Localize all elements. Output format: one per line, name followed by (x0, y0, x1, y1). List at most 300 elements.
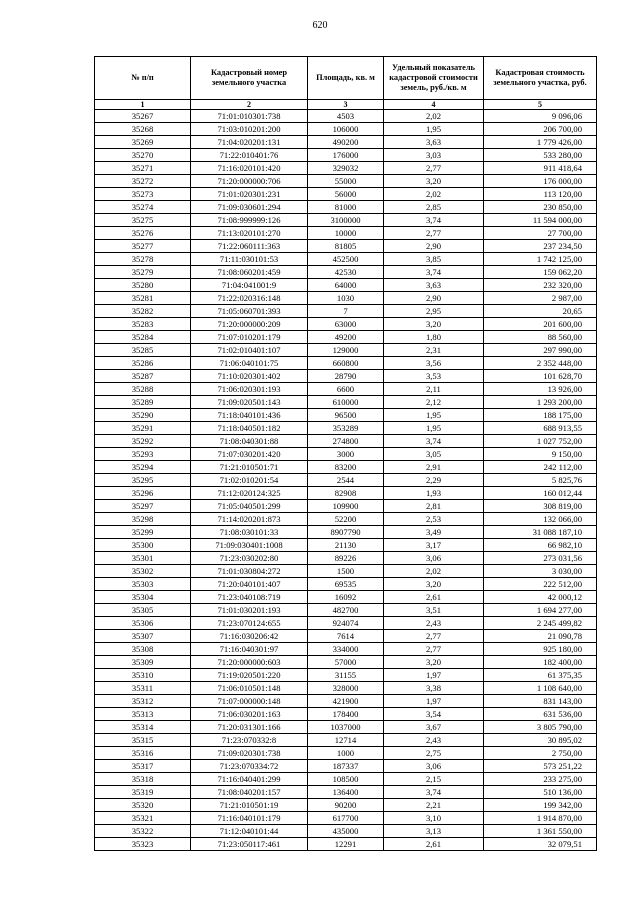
cadastral-value-cell: 308 819,00 (484, 500, 597, 513)
cadastral-value-cell: 1 779 426,00 (484, 136, 597, 149)
table-row (95, 331, 597, 344)
table-row (95, 344, 597, 357)
row-number-cell: 35292 (95, 435, 191, 448)
area-cell: 4503 (308, 110, 384, 123)
row-number-cell: 35280 (95, 279, 191, 292)
cadastral-number-cell: 71:16:040401:299 (191, 773, 308, 786)
specific-value-cell: 2,53 (384, 513, 484, 526)
cadastral-value-cell: 11 594 000,00 (484, 214, 597, 227)
row-number-cell: 35305 (95, 604, 191, 617)
table-row (95, 682, 597, 695)
cadastral-number-cell: 71:12:020124:325 (191, 487, 308, 500)
table-row (95, 708, 597, 721)
area-cell: 21130 (308, 539, 384, 552)
area-cell: 274800 (308, 435, 384, 448)
area-cell: 3000 (308, 448, 384, 461)
area-cell: 57000 (308, 656, 384, 669)
cadastral-value-cell: 925 180,00 (484, 643, 597, 656)
cadastral-number-cell: 71:01:030201:193 (191, 604, 308, 617)
table-row (95, 318, 597, 331)
cadastral-number-cell: 71:08:040301:88 (191, 435, 308, 448)
table-row (95, 370, 597, 383)
cadastral-value-cell: 20,65 (484, 305, 597, 318)
area-cell: 660800 (308, 357, 384, 370)
row-number-cell: 35310 (95, 669, 191, 682)
specific-value-cell: 3,56 (384, 357, 484, 370)
cadastral-number-cell: 71:06:040101:75 (191, 357, 308, 370)
specific-value-cell: 2,61 (384, 838, 484, 851)
area-cell: 328000 (308, 682, 384, 695)
specific-value-cell: 3,49 (384, 526, 484, 539)
row-number-cell: 35312 (95, 695, 191, 708)
header-row-number: № п/п (95, 57, 191, 100)
cadastral-value-cell: 31 088 187,10 (484, 526, 597, 539)
table-row (95, 357, 597, 370)
table-row (95, 656, 597, 669)
area-cell: 96500 (308, 409, 384, 422)
cadastral-value-cell: 132 066,00 (484, 513, 597, 526)
specific-value-cell: 3,74 (384, 266, 484, 279)
row-number-cell: 35290 (95, 409, 191, 422)
area-cell: 64000 (308, 279, 384, 292)
cadastral-number-cell: 71:23:050117:461 (191, 838, 308, 851)
cadastral-value-cell: 2 750,00 (484, 747, 597, 760)
cadastral-value-cell: 5 825,76 (484, 474, 597, 487)
cadastral-number-cell: 71:08:040201:157 (191, 786, 308, 799)
row-number-cell: 35271 (95, 162, 191, 175)
row-number-cell: 35274 (95, 201, 191, 214)
area-cell: 6600 (308, 383, 384, 396)
cadastral-value-cell: 206 700,00 (484, 123, 597, 136)
area-cell: 31155 (308, 669, 384, 682)
row-number-cell: 35268 (95, 123, 191, 136)
table-row (95, 149, 597, 162)
table-row (95, 552, 597, 565)
cadastral-number-cell: 71:14:020201:873 (191, 513, 308, 526)
cadastral-number-cell: 71:10:020301:402 (191, 370, 308, 383)
row-number-cell: 35281 (95, 292, 191, 305)
area-cell: 1000 (308, 747, 384, 760)
cadastral-number-cell: 71:01:010301:738 (191, 110, 308, 123)
specific-value-cell: 2,77 (384, 630, 484, 643)
area-cell: 3100000 (308, 214, 384, 227)
cadastral-number-cell: 71:21:010501:19 (191, 799, 308, 812)
table-row (95, 305, 597, 318)
row-number-cell: 35297 (95, 500, 191, 513)
cadastral-value-cell: 1 742 125,00 (484, 253, 597, 266)
cadastral-number-cell: 71:22:010401:76 (191, 149, 308, 162)
row-number-cell: 35323 (95, 838, 191, 851)
row-number-cell: 35279 (95, 266, 191, 279)
table-row (95, 526, 597, 539)
area-cell: 2544 (308, 474, 384, 487)
table-row (95, 422, 597, 435)
table-row (95, 409, 597, 422)
header-area: Площадь, кв. м (308, 57, 384, 100)
area-cell: 129000 (308, 344, 384, 357)
row-number-cell: 35295 (95, 474, 191, 487)
row-number-cell: 35304 (95, 591, 191, 604)
cadastral-value-cell: 30 895,02 (484, 734, 597, 747)
cadastral-number-cell: 71:01:020301:231 (191, 188, 308, 201)
row-number-cell: 35289 (95, 396, 191, 409)
cadastral-value-cell: 230 850,00 (484, 201, 597, 214)
cadastral-value-cell: 3 030,00 (484, 565, 597, 578)
specific-value-cell: 3,05 (384, 448, 484, 461)
row-number-cell: 35294 (95, 461, 191, 474)
specific-value-cell: 3,74 (384, 214, 484, 227)
row-number-cell: 35311 (95, 682, 191, 695)
row-number-cell: 35319 (95, 786, 191, 799)
table-row (95, 513, 597, 526)
cadastral-value-cell: 9 150,00 (484, 448, 597, 461)
specific-value-cell: 3,20 (384, 656, 484, 669)
cadastral-number-cell: 71:02:010401:107 (191, 344, 308, 357)
specific-value-cell: 1,97 (384, 669, 484, 682)
cadastral-number-cell: 71:16:020101:420 (191, 162, 308, 175)
cadastral-number-cell: 71:03:010201:200 (191, 123, 308, 136)
row-number-cell: 35307 (95, 630, 191, 643)
specific-value-cell: 1,80 (384, 331, 484, 344)
specific-value-cell: 2,77 (384, 162, 484, 175)
row-number-cell: 35314 (95, 721, 191, 734)
area-cell: 12714 (308, 734, 384, 747)
table-row (95, 617, 597, 630)
cadastral-number-cell: 71:09:030401:1008 (191, 539, 308, 552)
area-cell: 421900 (308, 695, 384, 708)
table-row (95, 448, 597, 461)
specific-value-cell: 2,15 (384, 773, 484, 786)
row-number-cell: 35282 (95, 305, 191, 318)
row-number-cell: 35267 (95, 110, 191, 123)
row-number-cell: 35291 (95, 422, 191, 435)
cadastral-number-cell: 71:23:040108:719 (191, 591, 308, 604)
table-row (95, 799, 597, 812)
row-number-cell: 35270 (95, 149, 191, 162)
area-cell: 1030 (308, 292, 384, 305)
area-cell: 482700 (308, 604, 384, 617)
cadastral-value-cell: 1 914 870,00 (484, 812, 597, 825)
table-row (95, 539, 597, 552)
area-cell: 49200 (308, 331, 384, 344)
row-number-cell: 35277 (95, 240, 191, 253)
table-row (95, 292, 597, 305)
table-row (95, 201, 597, 214)
table-row (95, 396, 597, 409)
cadastral-number-cell: 71:23:070334:72 (191, 760, 308, 773)
specific-value-cell: 3,74 (384, 435, 484, 448)
specific-value-cell: 2,77 (384, 643, 484, 656)
row-number-cell: 35296 (95, 487, 191, 500)
table-row (95, 604, 597, 617)
specific-value-cell: 3,20 (384, 175, 484, 188)
table-row (95, 435, 597, 448)
cadastral-value-cell: 101 628,70 (484, 370, 597, 383)
cadastral-value-cell: 32 079,51 (484, 838, 597, 851)
header-cadastral-value: Кадастровая стоимость земельного участка, руб. (484, 57, 597, 100)
area-cell: 176000 (308, 149, 384, 162)
cadastral-value-cell: 233 275,00 (484, 773, 597, 786)
row-number-cell: 35298 (95, 513, 191, 526)
table-row (95, 123, 597, 136)
column-number: 4 (384, 100, 484, 110)
row-number-cell: 35269 (95, 136, 191, 149)
cadastral-value-cell: 273 031,56 (484, 552, 597, 565)
area-cell: 1037000 (308, 721, 384, 734)
cadastral-value-cell: 2 245 499,82 (484, 617, 597, 630)
cadastral-number-cell: 71:16:030206:42 (191, 630, 308, 643)
cadastral-value-cell: 160 012,44 (484, 487, 597, 500)
area-cell: 7614 (308, 630, 384, 643)
cadastral-value-cell: 9 096,06 (484, 110, 597, 123)
cadastral-value-cell: 21 090,78 (484, 630, 597, 643)
cadastral-value-cell: 573 251,22 (484, 760, 597, 773)
area-cell: 334000 (308, 643, 384, 656)
table-row (95, 383, 597, 396)
cadastral-number-cell: 71:09:020301:738 (191, 747, 308, 760)
table-row (95, 136, 597, 149)
table-row (95, 812, 597, 825)
cadastral-number-cell: 71:16:040101:179 (191, 812, 308, 825)
cadastral-value-cell: 1 694 277,00 (484, 604, 597, 617)
cadastral-number-cell: 71:06:030201:163 (191, 708, 308, 721)
area-cell: 353289 (308, 422, 384, 435)
table-row (95, 474, 597, 487)
cadastral-value-cell: 1 108 640,00 (484, 682, 597, 695)
cadastral-value-cell: 631 536,00 (484, 708, 597, 721)
area-cell: 8907790 (308, 526, 384, 539)
cadastral-number-cell: 71:06:010501:148 (191, 682, 308, 695)
cadastral-number-cell: 71:09:030601:294 (191, 201, 308, 214)
row-number-cell: 35322 (95, 825, 191, 838)
column-number: 2 (191, 100, 308, 110)
specific-value-cell: 3,10 (384, 812, 484, 825)
cadastral-value-cell: 176 000,00 (484, 175, 597, 188)
specific-value-cell: 3,17 (384, 539, 484, 552)
cadastral-number-cell: 71:23:070124:655 (191, 617, 308, 630)
table-row (95, 643, 597, 656)
cadastral-value-cell: 510 136,00 (484, 786, 597, 799)
row-number-cell: 35320 (95, 799, 191, 812)
cadastral-value-cell: 242 112,00 (484, 461, 597, 474)
column-number: 1 (95, 100, 191, 110)
header-cadastral-number: Кадастровый номер земельного участка (191, 57, 308, 100)
specific-value-cell: 2,61 (384, 591, 484, 604)
row-number-cell: 35318 (95, 773, 191, 786)
row-number-cell: 35321 (95, 812, 191, 825)
area-cell: 55000 (308, 175, 384, 188)
specific-value-cell: 2,90 (384, 240, 484, 253)
area-cell: 16092 (308, 591, 384, 604)
table-row (95, 591, 597, 604)
cadastral-value-cell: 2 987,00 (484, 292, 597, 305)
area-cell: 106000 (308, 123, 384, 136)
cadastral-number-cell: 71:05:060701:393 (191, 305, 308, 318)
cadastral-number-cell: 71:07:010201:179 (191, 331, 308, 344)
specific-value-cell: 2,43 (384, 617, 484, 630)
table-row (95, 500, 597, 513)
cadastral-value-cell: 911 418,64 (484, 162, 597, 175)
specific-value-cell: 2,85 (384, 201, 484, 214)
cadastral-number-cell: 71:01:030804:272 (191, 565, 308, 578)
area-cell: 28790 (308, 370, 384, 383)
row-number-cell: 35285 (95, 344, 191, 357)
cadastral-value-cell: 1 361 550,00 (484, 825, 597, 838)
specific-value-cell: 3,03 (384, 149, 484, 162)
cadastral-value-cell: 533 280,00 (484, 149, 597, 162)
specific-value-cell: 1,93 (384, 487, 484, 500)
header-specific-value: Удельный показатель кадастровой стоимости земель, руб./кв. м (384, 57, 484, 100)
cadastral-value-cell: 88 560,00 (484, 331, 597, 344)
specific-value-cell: 3,06 (384, 760, 484, 773)
specific-value-cell: 2,90 (384, 292, 484, 305)
table-header-row (95, 57, 597, 100)
cadastral-number-cell: 71:12:040101:44 (191, 825, 308, 838)
row-number-cell: 35276 (95, 227, 191, 240)
specific-value-cell: 1,97 (384, 695, 484, 708)
column-number: 3 (308, 100, 384, 110)
specific-value-cell: 2,91 (384, 461, 484, 474)
table-row (95, 266, 597, 279)
table-row (95, 253, 597, 266)
area-cell: 187337 (308, 760, 384, 773)
area-cell: 452500 (308, 253, 384, 266)
row-number-cell: 35272 (95, 175, 191, 188)
row-number-cell: 35293 (95, 448, 191, 461)
specific-value-cell: 2,29 (384, 474, 484, 487)
area-cell: 109900 (308, 500, 384, 513)
cadastral-number-cell: 71:22:060111:363 (191, 240, 308, 253)
cadastral-value-cell: 13 926,00 (484, 383, 597, 396)
specific-value-cell: 3,38 (384, 682, 484, 695)
row-number-cell: 35275 (95, 214, 191, 227)
cadastral-value-cell: 688 913,55 (484, 422, 597, 435)
specific-value-cell: 3,20 (384, 578, 484, 591)
table-row (95, 162, 597, 175)
cadastral-value-cell: 182 400,00 (484, 656, 597, 669)
specific-value-cell: 3,20 (384, 318, 484, 331)
area-cell: 90200 (308, 799, 384, 812)
row-number-cell: 35300 (95, 539, 191, 552)
row-number-cell: 35278 (95, 253, 191, 266)
cadastral-number-cell: 71:11:030101:53 (191, 253, 308, 266)
cadastral-number-cell: 71:08:999999:126 (191, 214, 308, 227)
specific-value-cell: 2,43 (384, 734, 484, 747)
specific-value-cell: 2,77 (384, 227, 484, 240)
specific-value-cell: 3,63 (384, 279, 484, 292)
table-row (95, 175, 597, 188)
table-row (95, 279, 597, 292)
specific-value-cell: 2,31 (384, 344, 484, 357)
row-number-cell: 35287 (95, 370, 191, 383)
cadastral-value-cell: 2 352 448,00 (484, 357, 597, 370)
cadastral-value-cell: 222 512,00 (484, 578, 597, 591)
row-number-cell: 35309 (95, 656, 191, 669)
table-row (95, 110, 597, 123)
table-row (95, 773, 597, 786)
row-number-cell: 35317 (95, 760, 191, 773)
cadastral-value-cell: 232 320,00 (484, 279, 597, 292)
cadastral-number-cell: 71:20:040101:407 (191, 578, 308, 591)
row-number-cell: 35306 (95, 617, 191, 630)
cadastral-value-cell: 113 120,00 (484, 188, 597, 201)
specific-value-cell: 2,81 (384, 500, 484, 513)
cadastral-number-cell: 71:13:020101:270 (191, 227, 308, 240)
cadastral-value-cell: 159 062,20 (484, 266, 597, 279)
cadastral-value-cell: 831 143,00 (484, 695, 597, 708)
cadastral-number-cell: 71:20:031301:166 (191, 721, 308, 734)
table-row (95, 630, 597, 643)
area-cell: 329032 (308, 162, 384, 175)
table-row (95, 747, 597, 760)
cadastral-value-table (94, 56, 597, 851)
specific-value-cell: 3,63 (384, 136, 484, 149)
row-number-cell: 35303 (95, 578, 191, 591)
row-number-cell: 35301 (95, 552, 191, 565)
table-row (95, 227, 597, 240)
area-cell: 81805 (308, 240, 384, 253)
specific-value-cell: 2,02 (384, 565, 484, 578)
specific-value-cell: 3,13 (384, 825, 484, 838)
table-row (95, 786, 597, 799)
specific-value-cell: 2,11 (384, 383, 484, 396)
cadastral-value-cell: 237 234,50 (484, 240, 597, 253)
cadastral-value-cell: 66 982,10 (484, 539, 597, 552)
table-row (95, 721, 597, 734)
cadastral-value-cell: 42 000,12 (484, 591, 597, 604)
cadastral-number-cell: 71:23:070332:8 (191, 734, 308, 747)
area-cell: 1500 (308, 565, 384, 578)
cadastral-number-cell: 71:20:000000:706 (191, 175, 308, 188)
cadastral-number-cell: 71:04:041001:9 (191, 279, 308, 292)
row-number-cell: 35313 (95, 708, 191, 721)
row-number-cell: 35286 (95, 357, 191, 370)
row-number-cell: 35308 (95, 643, 191, 656)
area-cell: 924074 (308, 617, 384, 630)
table-row (95, 669, 597, 682)
row-number-cell: 35288 (95, 383, 191, 396)
row-number-cell: 35315 (95, 734, 191, 747)
row-number-cell: 35302 (95, 565, 191, 578)
cadastral-number-cell: 71:07:030201:420 (191, 448, 308, 461)
cadastral-number-cell: 71:21:010501:71 (191, 461, 308, 474)
area-cell: 69535 (308, 578, 384, 591)
area-cell: 610000 (308, 396, 384, 409)
specific-value-cell: 3,53 (384, 370, 484, 383)
specific-value-cell: 3,51 (384, 604, 484, 617)
specific-value-cell: 3,67 (384, 721, 484, 734)
specific-value-cell: 3,74 (384, 786, 484, 799)
row-number-cell: 35316 (95, 747, 191, 760)
area-cell: 617700 (308, 812, 384, 825)
specific-value-cell: 2,02 (384, 110, 484, 123)
table-body (95, 110, 597, 851)
table-row (95, 214, 597, 227)
cadastral-number-cell: 71:18:040101:436 (191, 409, 308, 422)
cadastral-value-cell: 188 175,00 (484, 409, 597, 422)
cadastral-value-cell: 201 600,00 (484, 318, 597, 331)
table-row (95, 838, 597, 851)
area-cell: 7 (308, 305, 384, 318)
area-cell: 136400 (308, 786, 384, 799)
row-number-cell: 35284 (95, 331, 191, 344)
cadastral-value-cell: 1 293 200,00 (484, 396, 597, 409)
cadastral-value-cell: 3 805 790,00 (484, 721, 597, 734)
area-cell: 89226 (308, 552, 384, 565)
area-cell: 82908 (308, 487, 384, 500)
cadastral-value-cell: 199 342,00 (484, 799, 597, 812)
area-cell: 56000 (308, 188, 384, 201)
